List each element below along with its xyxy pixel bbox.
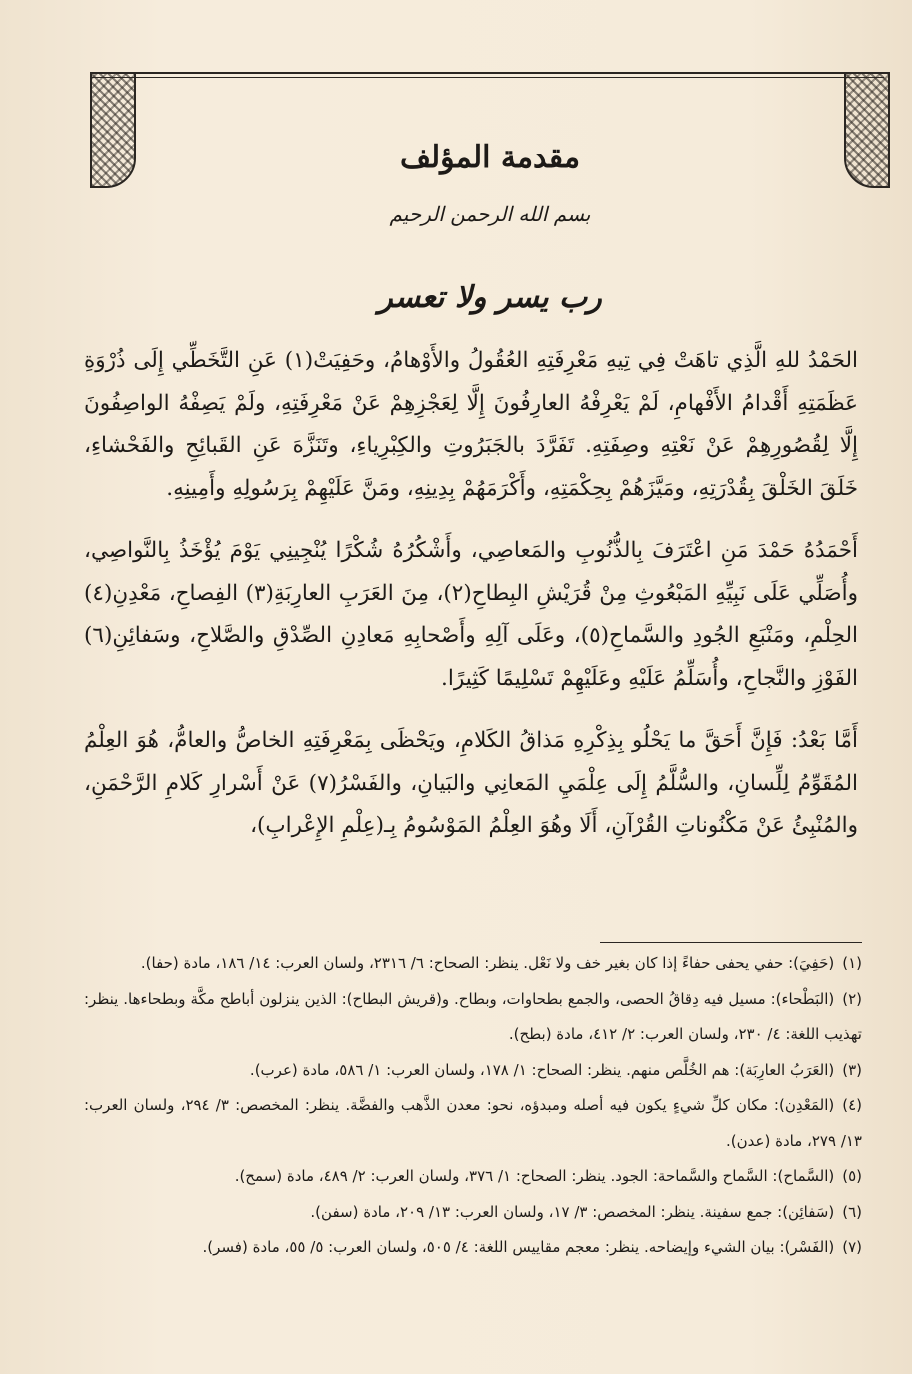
footnote-2	[84, 982, 862, 1053]
footnote-5	[84, 1159, 862, 1195]
footnote-text: (المَعْدِن): مكان كلِّ شيءٍ يكون فيه أصله ومبدؤه، نحو: معدن الذَّهب والفضَّة. ينظر: المخصص: ٣/ ٢٩٤، ولسان العرب: ١٣/ ٢٧٩، مادة (عدن).	[84, 1096, 862, 1150]
footnote-number: (٤)	[842, 1096, 862, 1114]
ornament-corner-right-icon	[844, 72, 890, 188]
footnote-text: (السَّماح): السَّماح والسَّماحة: الجود. ينظر: الصحاح: ١/ ٣٧٦، ولسان العرب: ٢/ ٤٨٩، مادة (سمح).	[234, 1167, 835, 1185]
footnote-number: (٥)	[842, 1167, 862, 1185]
paragraph-1: الحَمْدُ للهِ الَّذِي تاهَتْ فِي تِيهِ مَعْرِفَتِهِ العُقُولُ والأَوْهامُ، وحَفِيَتْ(١) عَنِ التَّخَطِّي إِلَى ذُرْوَةِ عَظَمَتِهِ أَقْدامُ الأَفْهامِ، لَمْ يَعْرِفْهُ العارِفُونَ إِلَّا لِعَجْزِهِمْ عَنْ مَعْرِفَتِهِ، ولَمْ يَصِفْهُ الواصِفُونَ إِلَّا لِقُصُورِهِمْ عَنْ نَعْتِهِ وصِفَتِهِ. تَفَرَّدَ بالجَبَرُوتِ والكِبْرِياءِ، وتَنَزَّهَ عَنِ القَبائِحِ والفَحْشاءِ، خَلَقَ الخَلْقَ بِقُدْرَتِهِ، ومَيَّزَهُمْ بِحِكْمَتِهِ، وأَكْرَمَهُمْ بِدِينِهِ، ومَنَّ عَلَيْهِمْ بِرَسُولِهِ وأَمِينِهِ.	[84, 348, 858, 501]
footnote-4	[84, 1088, 862, 1159]
footnote-3	[84, 1053, 862, 1089]
opening-prayer: رب يسر ولا تعسر	[378, 280, 602, 315]
footnote-separator	[600, 942, 862, 943]
footnote-text: (سَفائِن): جمع سفينة. ينظر: المخصص: ٣/ ١٧، ولسان العرب: ١٣/ ٢٠٩، مادة (سفن).	[310, 1202, 835, 1221]
footnote-7	[84, 1230, 862, 1266]
page-title: مقدمة المؤلف	[399, 140, 581, 175]
footnotes	[84, 946, 862, 1266]
footnote-number: (١)	[842, 954, 862, 972]
footnote-1	[84, 946, 862, 982]
footnote-number: (٧)	[842, 1238, 862, 1256]
paragraph-3: أَمَّا بَعْدُ: فَإِنَّ أَحَقَّ ما يَحْلُو بِذِكْرِهِ مَذاقُ الكَلامِ، ويَحْظَى بِمَعْرِفَتِهِ الخاصُّ والعامُّ، هُوَ العِلْمُ المُقَوِّمُ لِلِّسانِ، والسُّلَّمُ إِلَى عِلْمَيِ المَعانِي والبَيانِ، والفَسْرُ(٧) عَنْ أَسْرارِ كَلامِ الرَّحْمَنِ، والمُنْبِئُ عَنْ مَكْنُوناتِ القُرْآنِ، أَلَا وهُوَ العِلْمُ المَوْسُومُ بِـ(عِلْمِ الإِعْرابِ)،	[84, 728, 858, 838]
basmala: بسم الله الرحمن الرحيم	[389, 202, 591, 226]
footnote-number: (٦)	[842, 1202, 862, 1221]
footnote-number: (٣)	[842, 1060, 862, 1079]
footnote-text: (العَرَبُ العارِبَة): هم الخُلَّص منهم. ينظر: الصحاح: ١/ ١٧٨، ولسان العرب: ١/ ٥٨٦، مادة (عرب).	[249, 1060, 835, 1079]
footnote-number: (٢)	[842, 989, 862, 1008]
footnote-text: (البَطْحاء): مسيل فيه دِقاقُ الحصى، والجمع بطحاوات، وبطاح. و(قريش البطاح): الذين ينزلون أباطح مكَّة وبطحاءها. ينظر: تهذيب اللغة: ٤/ ٢٣٠، ولسان العرب: ٢/ ٤١٢، مادة (بطح).	[84, 989, 862, 1043]
decorative-frame-top	[90, 72, 884, 78]
ornament-corner-left-icon	[90, 72, 136, 188]
footnote-text: (حَفِيَ): حفي يحفى حفاءً إذا كان بغير خف ولا نَعْل. ينظر: الصحاح: ٦/ ٢٣١٦، ولسان العرب: ١٤/ ١٨٦، مادة (حفا).	[140, 954, 835, 972]
footnote-6	[84, 1195, 862, 1231]
paragraph-2: أَحْمَدُهُ حَمْدَ مَنِ اعْتَرَفَ بِالذُّنُوبِ والمَعاصِي، وأَشْكُرُهُ شُكْرًا يُنْجِينِي يَوْمَ يُؤْخَذُ بِالنَّواصِي، وأُصَلِّي عَلَى نَبِيِّهِ المَبْعُوثِ مِنْ قُرَيْشِ البِطاحِ(٢)، مِنَ العَرَبِ العارِبَةِ(٣) الفِصاحِ، مَعْدِنِ(٤) الحِلْمِ، ومَنْبَعِ الجُودِ والسَّماحِ(٥)، وعَلَى آلِهِ وأَصْحابِهِ مَعادِنِ الصِّدْقِ والصَّلاحِ، وسَفائِنِ(٦) الفَوْزِ والنَّجاحِ، وأُسَلِّمُ عَلَيْهِ وعَلَيْهِمْ تَسْلِيمًا كَثِيرًا.	[84, 538, 859, 691]
main-text	[84, 340, 858, 868]
footnote-text: (الفَسْر): بيان الشيء وإيضاحه. ينظر: معجم مقاييس اللغة: ٤/ ٥٠٥، ولسان العرب: ٥/ ٥٥، مادة (فسر).	[202, 1238, 835, 1256]
